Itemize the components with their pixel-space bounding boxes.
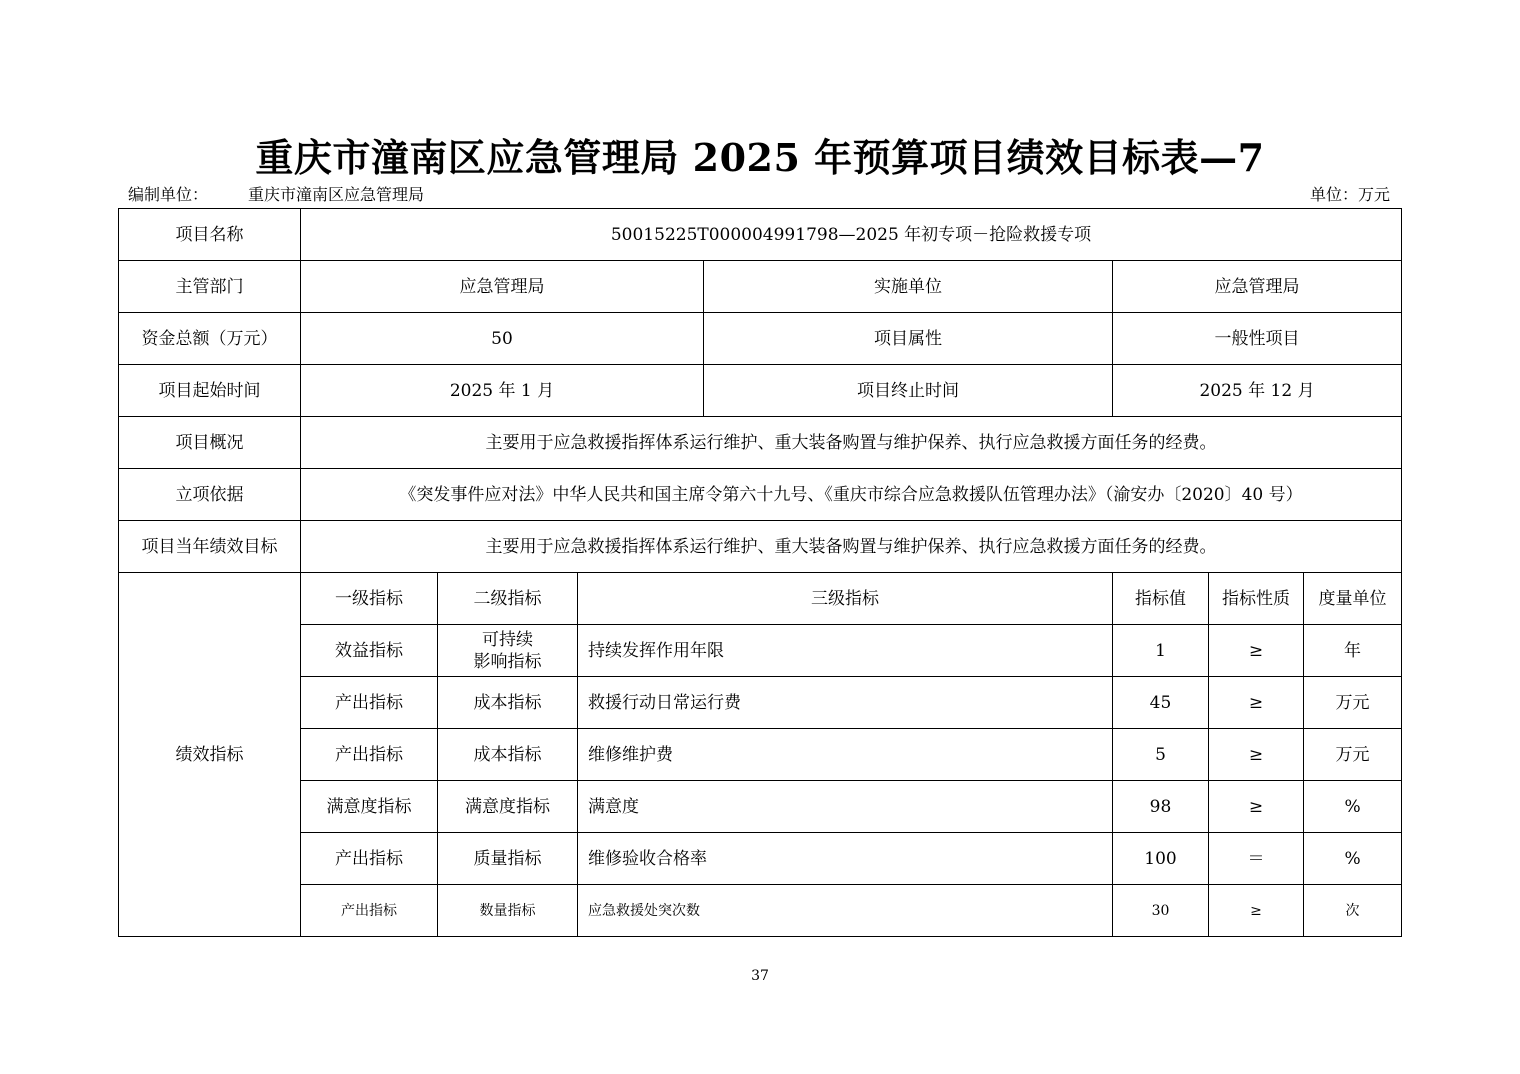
- indicator-l1: 产出指标: [301, 729, 438, 781]
- attr-value: 一般性项目: [1113, 313, 1402, 365]
- table-row: [119, 781, 1402, 833]
- dept-label: 主管部门: [119, 261, 301, 313]
- unit-label: 单位：万元: [1309, 185, 1390, 204]
- page-title: 重庆市潼南区应急管理局 2025 年预算项目绩效目标表—7: [255, 135, 1265, 180]
- table-row: [119, 261, 1402, 313]
- page-number: 37: [751, 968, 769, 984]
- header-nature: 指标性质: [1209, 573, 1304, 625]
- impl-label: 实施单位: [704, 261, 1113, 313]
- org-line: [128, 184, 424, 206]
- indicator-header-row: [119, 573, 1402, 625]
- indicator-l3: 维修验收合格率: [578, 833, 1113, 885]
- attr-label: 项目属性: [704, 313, 1113, 365]
- table-row: [119, 729, 1402, 781]
- indicator-value: 45: [1113, 677, 1209, 729]
- end-value: 2025 年 12 月: [1113, 365, 1402, 417]
- header-l2: 二级指标: [438, 573, 578, 625]
- table-row: [119, 365, 1402, 417]
- indicator-l2-line2: 影响指标: [473, 651, 542, 672]
- indicator-l2: 满意度指标: [438, 781, 578, 833]
- indicator-l2: 成本指标: [438, 677, 578, 729]
- header-value: 指标值: [1113, 573, 1209, 625]
- indicator-section-label: 绩效指标: [119, 573, 301, 937]
- table-row: [119, 885, 1402, 937]
- indicator-l3: 应急救援处突次数: [578, 885, 1113, 937]
- indicator-value: 98: [1113, 781, 1209, 833]
- indicator-nature: ≥: [1209, 625, 1304, 677]
- goal-value: 主要用于应急救援指挥体系运行维护、重大装备购置与维护保养、执行应急救援方面任务的经费。: [301, 521, 1402, 573]
- indicator-nature: ≥: [1209, 677, 1304, 729]
- basis-value: 《突发事件应对法》中华人民共和国主席令第六十九号、《重庆市综合应急救援队伍管理办法》（渝安办〔2020〕40 号）: [301, 469, 1402, 521]
- indicator-l2-line1: 可持续: [482, 629, 533, 650]
- indicator-unit: %: [1304, 781, 1402, 833]
- indicator-l2: 成本指标: [438, 729, 578, 781]
- org-value: 重庆市潼南区应急管理局: [248, 185, 425, 204]
- header-unit: 度量单位: [1304, 573, 1402, 625]
- table-row: [119, 677, 1402, 729]
- table-row: [119, 833, 1402, 885]
- indicator-unit: 年: [1304, 625, 1402, 677]
- indicator-l2: [438, 625, 578, 677]
- indicator-value: 5: [1113, 729, 1209, 781]
- indicator-unit: 万元: [1304, 677, 1402, 729]
- indicator-l3: 满意度: [578, 781, 1113, 833]
- table-row: [119, 521, 1402, 573]
- indicator-l1: 产出指标: [301, 885, 438, 937]
- table-row: [119, 209, 1402, 261]
- indicator-l2: 质量指标: [438, 833, 578, 885]
- end-label: 项目终止时间: [704, 365, 1113, 417]
- indicator-l1: 满意度指标: [301, 781, 438, 833]
- fund-label: 资金总额（万元）: [119, 313, 301, 365]
- indicator-l1: 产出指标: [301, 833, 438, 885]
- basis-label: 立项依据: [119, 469, 301, 521]
- org-label: 编制单位：: [128, 185, 209, 204]
- indicator-nature: ＝: [1209, 833, 1304, 885]
- indicator-l3: 维修维护费: [578, 729, 1113, 781]
- performance-table: [118, 208, 1402, 937]
- indicator-l1: 产出指标: [301, 677, 438, 729]
- indicator-nature: ≥: [1209, 781, 1304, 833]
- indicator-l2: 数量指标: [438, 885, 578, 937]
- indicator-value: 30: [1113, 885, 1209, 937]
- indicator-unit: 万元: [1304, 729, 1402, 781]
- indicator-unit: %: [1304, 833, 1402, 885]
- indicator-nature: ≥: [1209, 729, 1304, 781]
- dept-value: 应急管理局: [301, 261, 704, 313]
- indicator-l3: 持续发挥作用年限: [578, 625, 1113, 677]
- goal-label: 项目当年绩效目标: [119, 521, 301, 573]
- impl-value: 应急管理局: [1113, 261, 1402, 313]
- indicator-l1: 效益指标: [301, 625, 438, 677]
- overview-value: 主要用于应急救援指挥体系运行维护、重大装备购置与维护保养、执行应急救援方面任务的经费。: [301, 417, 1402, 469]
- indicator-l3: 救援行动日常运行费: [578, 677, 1113, 729]
- project-name-label: 项目名称: [119, 209, 301, 261]
- project-name-value: 50015225T000004991798—2025 年初专项－抢险救援专项: [301, 209, 1402, 261]
- start-label: 项目起始时间: [119, 365, 301, 417]
- header-l3: 三级指标: [578, 573, 1113, 625]
- indicator-value: 100: [1113, 833, 1209, 885]
- header-l1: 一级指标: [301, 573, 438, 625]
- table-row: [119, 469, 1402, 521]
- table-row: [119, 417, 1402, 469]
- indicator-nature: ≥: [1209, 885, 1304, 937]
- start-value: 2025 年 1 月: [301, 365, 704, 417]
- indicator-value: 1: [1113, 625, 1209, 677]
- overview-label: 项目概况: [119, 417, 301, 469]
- table-row: [119, 625, 1402, 677]
- table-row: [119, 313, 1402, 365]
- indicator-unit: 次: [1304, 885, 1402, 937]
- fund-value: 50: [301, 313, 704, 365]
